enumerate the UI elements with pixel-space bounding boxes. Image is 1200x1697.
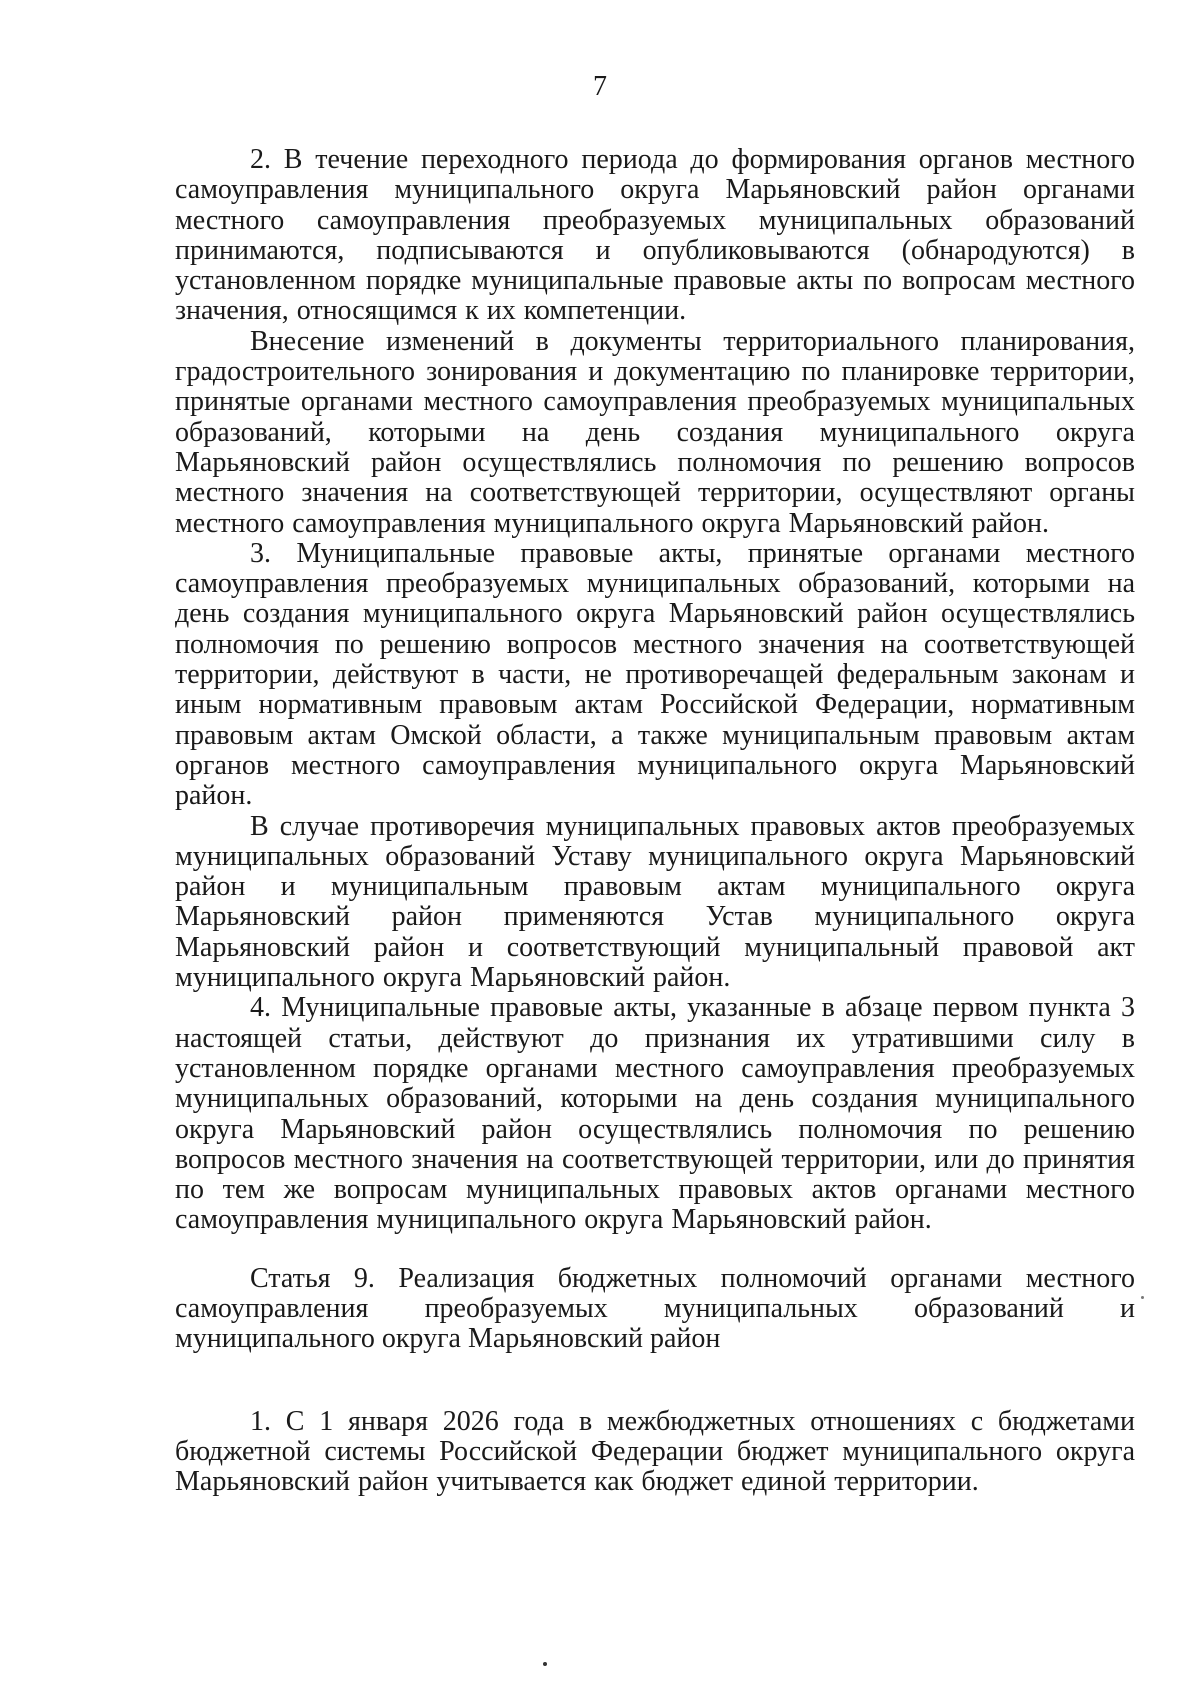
- page-number: 7: [593, 71, 607, 102]
- article-9-paragraph-1: 1. С 1 января 2026 года в межбюджетных отношениях с бюджетами бюджетной системы Российской Федерации бюджет муниципального округа Марьяновский район учитывается как бюджет единой территории.: [175, 1405, 1135, 1498]
- article-9-heading: Статья 9. Реализация бюджетных полномочий органами местного самоуправления преобразуемых муниципальных образований и муниципального округа Марьяновский район: [175, 1262, 1135, 1355]
- paragraph-contradiction: В случае противоречия муниципальных правовых актов преобразуемых муниципальных образований Уставу муниципального округа Марьяновский район и муниципальным правовым актам муниципального округа Марьяновский район применяются Устав муниципального округа Марьяновский район и соответствующий муниципальный правовой акт муниципального округа Марьяновский район.: [175, 810, 1135, 994]
- document-body: [175, 145, 1135, 1497]
- paragraph-3-legal-acts: 3. Муниципальные правовые акты, принятые органами местного самоуправления преобразуемых муниципальных образований, которыми на день создания муниципального округа Марьяновский район осуществлялись полномочия по решению вопросов местного значения на соответствующей территории, действуют в части, не противоречащей федеральным законам и иным нормативным правовым актам Российской Федерации, нормативным правовым актам Омской области, а также муниципальным правовым актам органов местного самоуправления муниципального округа Марьяновский район.: [175, 537, 1135, 812]
- paragraph-planning-changes: Внесение изменений в документы территориального планирования, градостроительного зонирования и документацию по планировке территории, принятые органами местного самоуправления преобразуемых муниципальных образований, которыми на день создания муниципального округа Марьяновский район осуществлялись полномочия по решению вопросов местного значения на соответствующей территории, осуществляют органы местного самоуправления муниципального округа Марьяновский район.: [175, 325, 1135, 539]
- scan-speck: [543, 1662, 547, 1666]
- scan-speck: [1141, 1296, 1144, 1299]
- paragraph-2-transition-period: 2. В течение переходного периода до формирования органов местного самоуправления муниципального округа Марьяновский район органами местного самоуправления преобразуемых муниципальных образований принимаются, подписываются и опубликовываются (обнародуются) в установленном порядке муниципальные правовые акты по вопросам местного значения, относящимся к их компетенции.: [175, 144, 1135, 327]
- paragraph-4-validity: 4. Муниципальные правовые акты, указанные в абзаце первом пункта 3 настоящей статьи, действуют до признания их утратившими силу в установленном порядке органами местного самоуправления преобразуемых муниципальных образований, которыми на день создания муниципального округа Марьяновский район осуществлялись полномочия по решению вопросов местного значения на соответствующей территории, или до принятия по тем же вопросам муниципальных правовых актов органами местного самоуправления муниципального округа Марьяновский район.: [175, 992, 1135, 1236]
